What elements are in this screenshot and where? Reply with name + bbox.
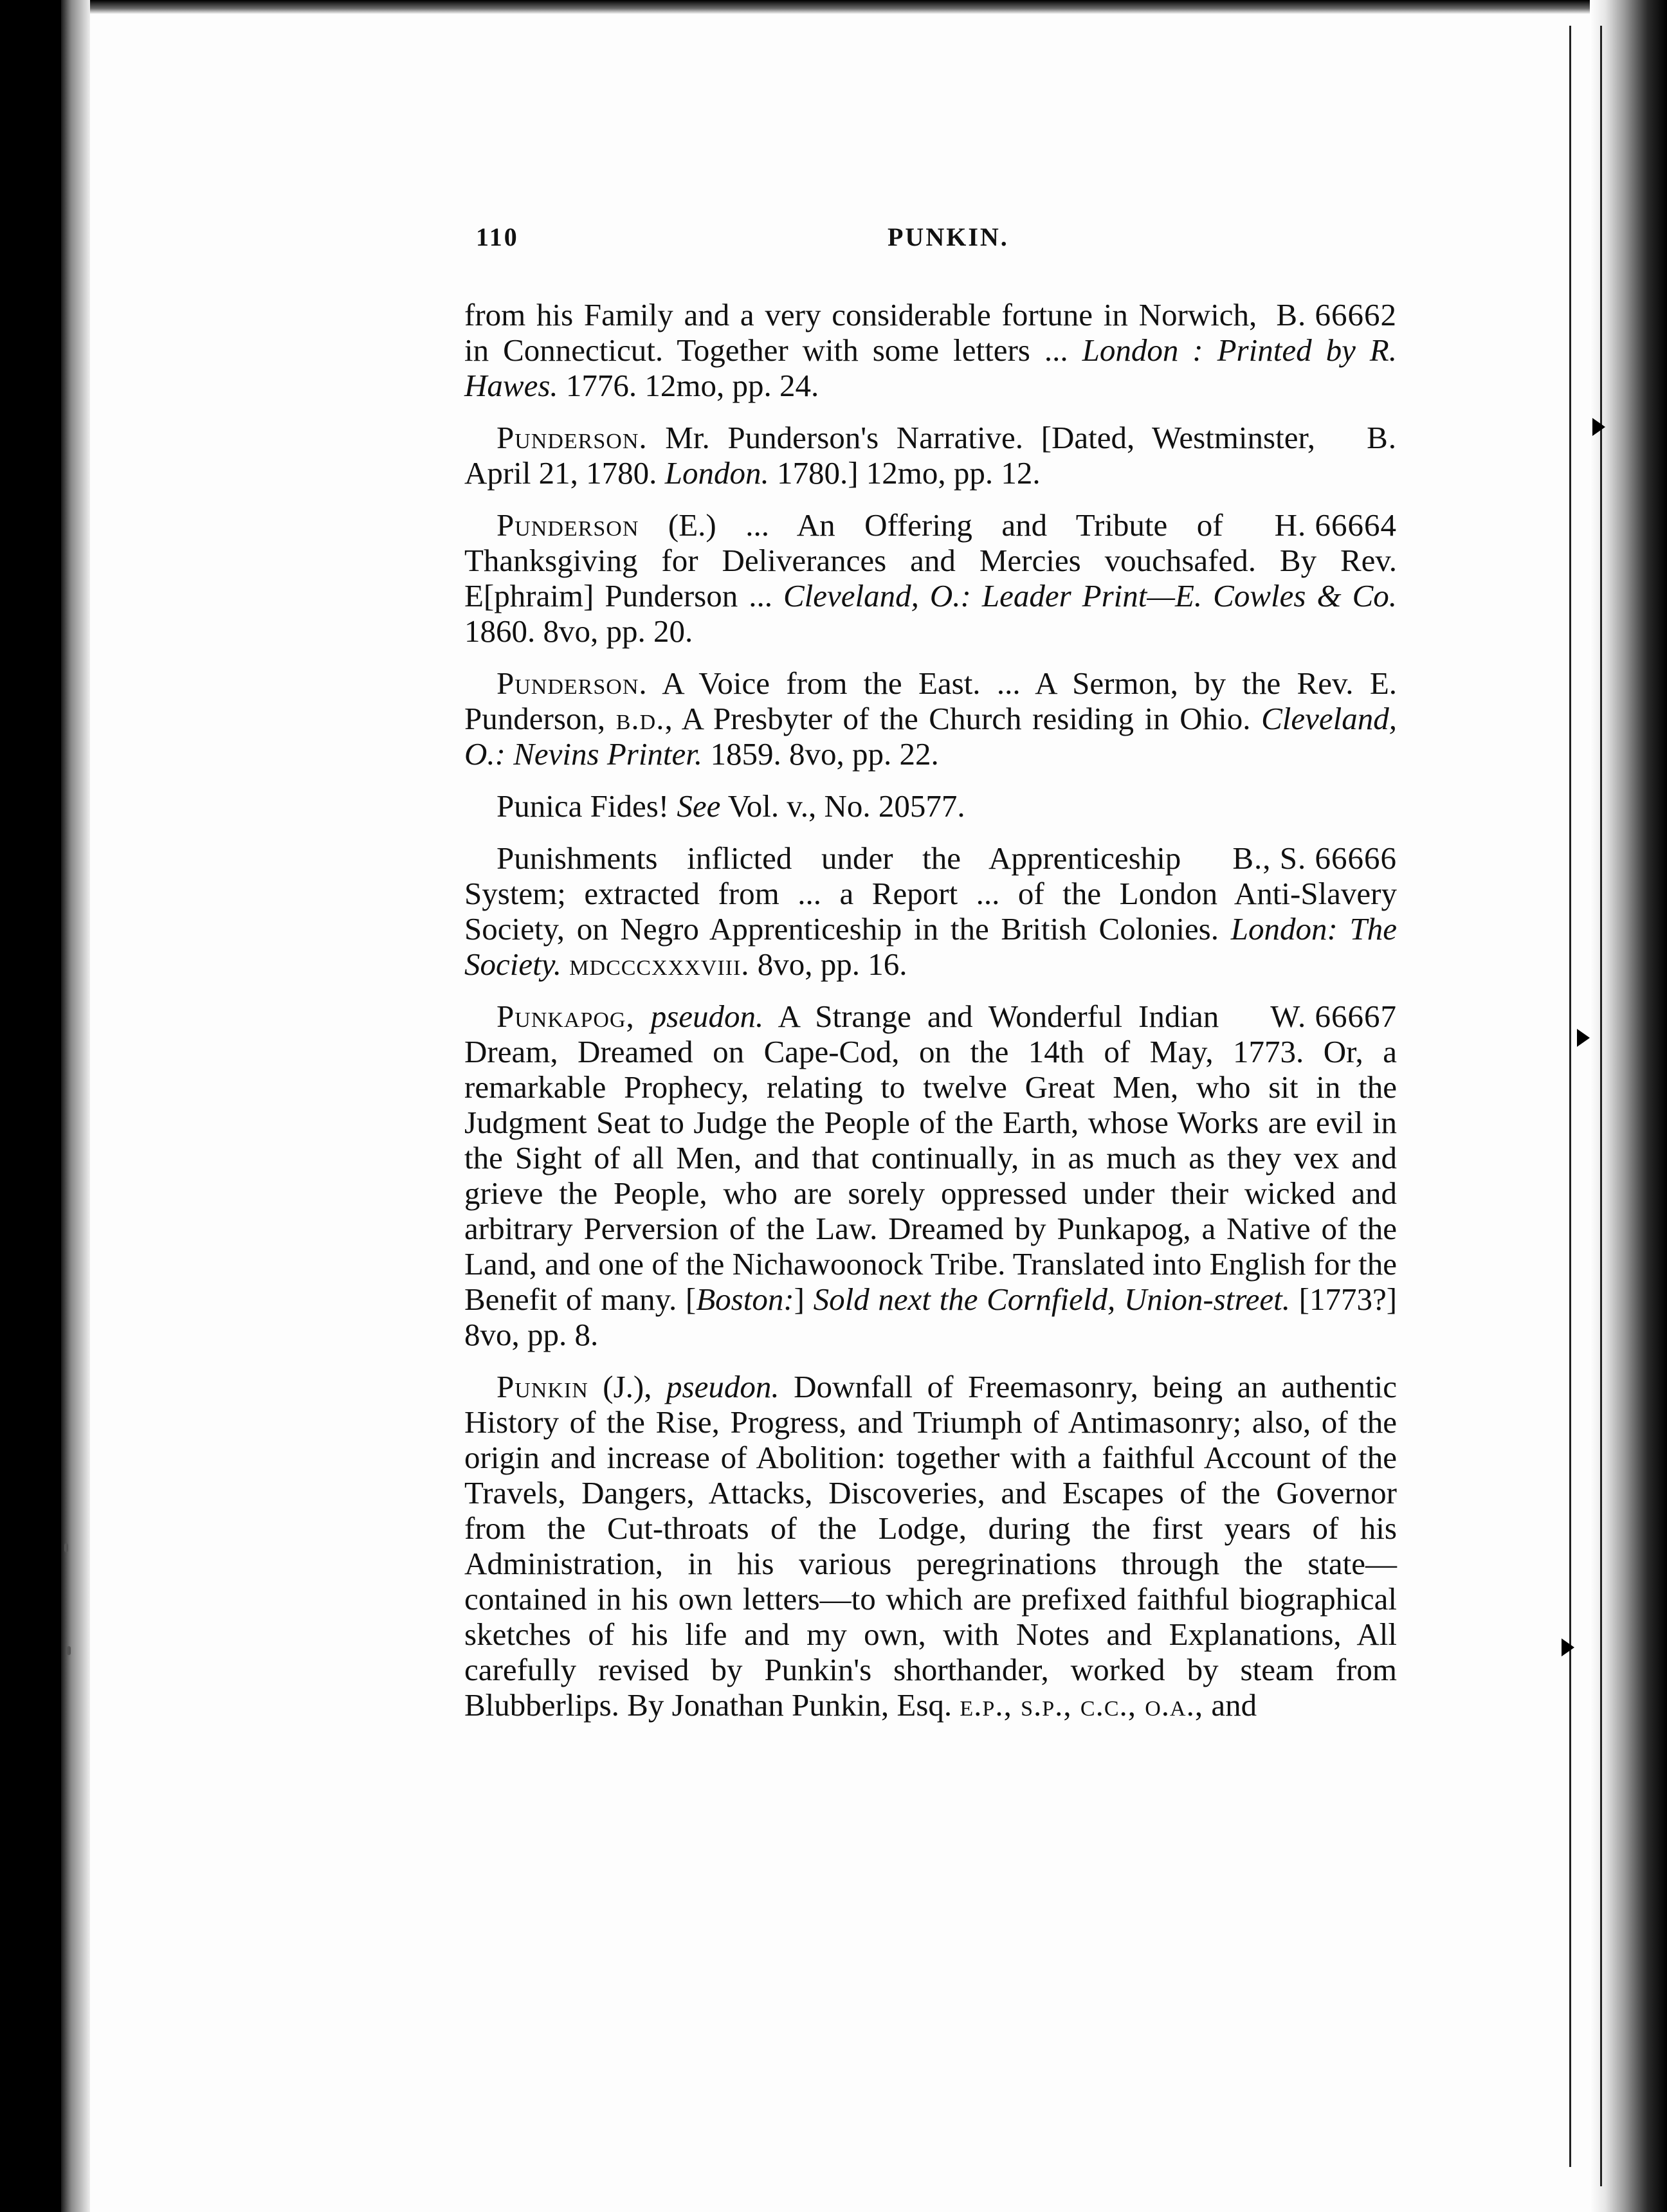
bibliography-entry xyxy=(464,507,1397,649)
entry-text: A Voice from the East. ... A Sermon, by the Rev. E. Punderson, xyxy=(464,666,1397,736)
entry-text xyxy=(561,947,569,982)
entry-text: ] xyxy=(794,1282,814,1317)
entry-text: [1773?] 8vo, pp. 8. xyxy=(464,1282,1398,1352)
bibliography-entries xyxy=(464,297,1397,1739)
small-caps-text: Punderson. xyxy=(496,420,648,455)
italic-text: Cleveland, O.: Leader Print—E. Cowles & Co. xyxy=(783,578,1397,613)
italic-text: Cleveland, O.: Nevins Printer. xyxy=(464,701,1397,772)
italic-text: London : Printed by R. Hawes. xyxy=(464,332,1397,403)
scan-left-border xyxy=(0,0,61,2212)
italic-text: pseudon. xyxy=(650,999,764,1034)
entry-text: Punica Fides! xyxy=(496,788,677,824)
entry-text: 1780.] 12mo, pp. 12. xyxy=(769,455,1041,491)
entry-text: 1776. 12mo, pp. 24. xyxy=(558,368,819,403)
scan-speck xyxy=(67,1646,71,1655)
small-caps-text: e.p., s.p., c.c., o.a., xyxy=(960,1687,1204,1723)
page-edge-line xyxy=(1569,26,1571,2167)
entry-text: Mr. Punderson's Narrative. [Dated, Westminster, April 21, 1780. xyxy=(464,420,1316,491)
small-caps-text: Punderson. xyxy=(496,666,648,701)
running-header xyxy=(476,222,1396,260)
entry-text: 1860. 8vo, pp. 20. xyxy=(464,613,693,649)
entry-text: Punishments inflicted under the Apprenticeship System; extracted from ... a Report ... of the London Anti-Slavery Society, on Negro Apprenticeship in the British Colonies. xyxy=(464,840,1397,947)
scan-left-gutter-shadow xyxy=(61,0,90,2212)
entry-text: and xyxy=(1203,1687,1257,1723)
catalog-reference: B. xyxy=(1367,420,1397,455)
small-caps-text: b.d. xyxy=(615,701,665,736)
entry-text: 1859. 8vo, pp. 22. xyxy=(702,736,939,772)
italic-text: See xyxy=(677,788,721,824)
bibliography-entry xyxy=(464,840,1397,982)
bibliography-entry xyxy=(464,420,1397,491)
small-caps-text: mdcccxxxviii. xyxy=(569,947,750,982)
entry-text: Vol. v., No. 20577. xyxy=(720,788,965,824)
catalog-reference: H. 66664 xyxy=(1274,507,1397,543)
margin-arrow-icon xyxy=(1577,1029,1590,1047)
bibliography-entry xyxy=(464,666,1397,772)
entry-text: (E.) ... An Offering and Tribute of Thanksgiving for Deliverances and Mercies vouchsafed. By Rev. E[phraim] Punderson ... xyxy=(464,507,1397,613)
scan-top-border xyxy=(0,0,1667,14)
page-edge-line xyxy=(1600,26,1602,2186)
entry-text: 8vo, pp. 16. xyxy=(749,947,907,982)
small-caps-text: Punkin xyxy=(496,1369,588,1404)
entry-text xyxy=(635,999,651,1034)
bibliography-entry xyxy=(464,297,1397,403)
italic-text: London: The Society. xyxy=(464,911,1397,982)
margin-arrow-icon xyxy=(1562,1638,1574,1656)
small-caps-text: Punkapog, xyxy=(496,999,635,1034)
entry-text: , A Presbyter of the Church residing in Ohio. xyxy=(664,701,1262,736)
margin-arrow-icon xyxy=(1592,418,1605,436)
entry-text: Downfall of Freemasonry, being an authentic History of the Rise, Progress, and Triumph of Antimasonry; also, of the origin and increase of Abolition: together with a faithful Account of the Travels, Dangers, Attacks, Discoveries, and Escapes of the Governor from the Cut-throats of the Lodge, during the first years of his Administration, in his various peregrinations through the state—contained in his own letters—to which are prefixed faithful biographical sketches of his life and my own, with Notes and Explanations, All carefully revised by Punkin's shorthander, worked by steam from Blubberlips. By Jonathan Punkin, Esq. xyxy=(464,1369,1397,1723)
entry-text: (J.), xyxy=(588,1369,666,1404)
italic-text: pseudon. xyxy=(666,1369,779,1404)
bibliography-entry xyxy=(464,999,1397,1352)
entry-text: from his Family and a very considerable fortune in Norwich, in Connecticut. Together with some letters ... xyxy=(464,297,1257,368)
italic-text: Boston: xyxy=(696,1282,794,1317)
scan-speck xyxy=(64,1543,68,1552)
bibliography-entry xyxy=(464,788,1397,824)
bibliography-entry xyxy=(464,1369,1397,1723)
running-title: PUNKIN. xyxy=(888,222,1009,251)
page-number: 110 xyxy=(476,222,519,251)
catalog-reference: W. 66667 xyxy=(1270,999,1397,1034)
italic-text: London. xyxy=(664,455,769,491)
catalog-reference: B. 66662 xyxy=(1276,297,1397,332)
small-caps-text: Punderson xyxy=(496,507,639,543)
italic-text: Sold next the Cornfield, Union-street. xyxy=(813,1282,1290,1317)
entry-text: A Strange and Wonderful Indian Dream, Dreamed on Cape-Cod, on the 14th of May, 1773. Or, a remarkable Prophecy, relating to twelve Great Men, who sit in the Judgment Seat to Judge the People of the Earth, whose Works are evil in the Sight of all Men, and that continually, in as much as they vex and grieve the People, who are sorely oppressed under their wicked and arbitrary Perversion of the Law. Dreamed by Punkapog, a Native of the Land, and one of the Nichawoonock Tribe. Translated into English for the Benefit of many. [ xyxy=(464,999,1397,1317)
catalog-reference: B., S. 66666 xyxy=(1232,840,1397,876)
